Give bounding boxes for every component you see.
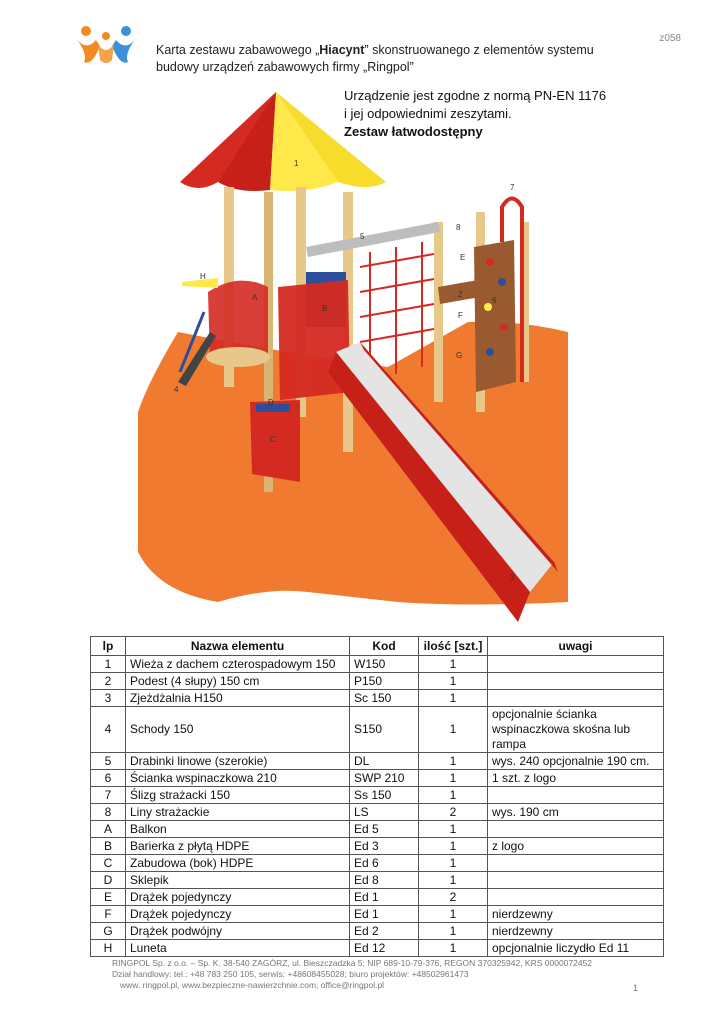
title-prefix: Karta zestawu zabawowego „ xyxy=(156,43,320,57)
cell-qty: 1 xyxy=(419,923,488,940)
cell-code: W150 xyxy=(350,656,419,673)
climbing-hold xyxy=(484,303,492,311)
norm-line2: i jej odpowiednimi zeszytami. xyxy=(344,106,512,121)
label-C: C xyxy=(270,435,276,444)
cell-name: Drążek pojedynczy xyxy=(126,889,350,906)
cell-qty: 1 xyxy=(419,855,488,872)
cell-lp: 8 xyxy=(91,804,126,821)
cell-code: Ed 3 xyxy=(350,838,419,855)
cell-lp: 4 xyxy=(91,707,126,753)
cell-code: Ed 8 xyxy=(350,872,419,889)
cell-name: Zabudowa (bok) HDPE xyxy=(126,855,350,872)
cell-code: S150 xyxy=(350,707,419,753)
table-row xyxy=(91,906,664,923)
cell-name: Ścianka wspinaczkowa 210 xyxy=(126,770,350,787)
label-2: 2 xyxy=(458,290,463,299)
label-1: 1 xyxy=(294,159,299,168)
climbing-hold xyxy=(486,258,494,266)
climbing-wall xyxy=(474,240,516,392)
cell-notes: 1 szt. z logo xyxy=(488,770,664,787)
cell-qty: 1 xyxy=(419,770,488,787)
label-5: 5 xyxy=(360,232,365,241)
cell-lp: 6 xyxy=(91,770,126,787)
norm-statement xyxy=(344,87,644,141)
cell-notes: nierdzewny xyxy=(488,906,664,923)
cell-code: P150 xyxy=(350,673,419,690)
cell-code: SWP 210 xyxy=(350,770,419,787)
table-row xyxy=(91,838,664,855)
cell-notes: nierdzewny xyxy=(488,923,664,940)
label-E: E xyxy=(460,253,466,262)
header-qty: ilość [szt.] xyxy=(419,637,488,656)
cell-notes xyxy=(488,656,664,673)
cell-lp: D xyxy=(91,872,126,889)
cell-qty: 2 xyxy=(419,804,488,821)
cell-notes: opcjonalnie liczydło Ed 11 xyxy=(488,940,664,957)
cell-name: Luneta xyxy=(126,940,350,957)
norm-line1: Urządzenie jest zgodne z normą PN-EN 1176 xyxy=(344,88,607,103)
label-A: A xyxy=(252,293,258,302)
cell-lp: G xyxy=(91,923,126,940)
cell-notes: opcjonalnie ścianka wspinaczkowa skośna lub rampa xyxy=(488,707,664,753)
table-row xyxy=(91,804,664,821)
label-F: F xyxy=(458,311,463,320)
document-title xyxy=(156,42,636,76)
table-row xyxy=(91,889,664,906)
title-suffix: ” skonstruowanego z elementów systemu xyxy=(364,43,594,57)
header-lp: lp xyxy=(91,637,126,656)
footer-line2: Dział handlowy: tel.: +48 783 250 105, serwis: +48608455028; biuro projektów: +48502961473 xyxy=(112,969,469,979)
climbing-hold xyxy=(498,278,506,286)
cell-name: Podest (4 słupy) 150 cm xyxy=(126,673,350,690)
cell-lp: A xyxy=(91,821,126,838)
label-3: 3 xyxy=(510,573,515,582)
cell-code: DL xyxy=(350,753,419,770)
norm-line3: Zestaw łatwodostępny xyxy=(344,124,483,139)
cell-code: Ed 6 xyxy=(350,855,419,872)
label-B: B xyxy=(322,304,328,313)
title-line2: budowy urządzeń zabawowych firmy „Ringpol” xyxy=(156,60,414,74)
cell-notes xyxy=(488,690,664,707)
table-header-row xyxy=(91,637,664,656)
cell-notes: wys. 190 cm xyxy=(488,804,664,821)
table-row xyxy=(91,690,664,707)
cell-lp: E xyxy=(91,889,126,906)
label-4: 4 xyxy=(174,385,179,394)
cell-name: Zjeżdżalnia H150 xyxy=(126,690,350,707)
elements-table xyxy=(90,636,664,957)
cell-notes xyxy=(488,787,664,804)
table-row xyxy=(91,855,664,872)
climbing-hold xyxy=(486,348,494,356)
monkey-bar xyxy=(306,222,440,257)
cell-notes xyxy=(488,872,664,889)
cell-qty: 2 xyxy=(419,889,488,906)
cell-qty: 1 xyxy=(419,872,488,889)
table-row xyxy=(91,821,664,838)
page-number: 1 xyxy=(633,983,639,993)
cell-name: Balkon xyxy=(126,821,350,838)
cell-name: Schody 150 xyxy=(126,707,350,753)
table-row xyxy=(91,707,664,753)
cell-notes xyxy=(488,673,664,690)
cell-code: Ed 12 xyxy=(350,940,419,957)
cell-notes xyxy=(488,855,664,872)
table-row xyxy=(91,673,664,690)
cell-qty: 1 xyxy=(419,940,488,957)
label-6: 6 xyxy=(492,296,497,305)
cell-code: LS xyxy=(350,804,419,821)
cell-notes: z logo xyxy=(488,838,664,855)
cell-qty: 1 xyxy=(419,656,488,673)
playground-illustration xyxy=(138,82,568,632)
cell-code: Ed 1 xyxy=(350,889,419,906)
cell-qty: 1 xyxy=(419,673,488,690)
cell-name: Barierka z płytą HDPE xyxy=(126,838,350,855)
table-row xyxy=(91,753,664,770)
footer-line1: RINGPOL Sp. z o.o. – Sp. K. 38-540 ZAGÓRZ, ul. Bieszczadzka 5; NIP 689-10-79-376, REGON 370325942, KRS 0000072452 xyxy=(112,958,593,968)
cell-qty: 1 xyxy=(419,838,488,855)
label-8: 8 xyxy=(456,223,461,232)
cell-name: Drabinki linowe (szerokie) xyxy=(126,753,350,770)
cell-notes xyxy=(488,821,664,838)
table-row xyxy=(91,923,664,940)
footer xyxy=(112,958,592,991)
document-code: z058 xyxy=(659,33,681,44)
cell-lp: 2 xyxy=(91,673,126,690)
cell-code: Ed 2 xyxy=(350,923,419,940)
cell-code: Sc 150 xyxy=(350,690,419,707)
cell-qty: 1 xyxy=(419,690,488,707)
climbing-hold xyxy=(500,323,508,331)
cell-lp: C xyxy=(91,855,126,872)
cell-qty: 1 xyxy=(419,787,488,804)
label-G: G xyxy=(456,351,463,360)
label-D: D xyxy=(268,398,274,407)
cell-lp: F xyxy=(91,906,126,923)
cell-notes: wys. 240 opcjonalnie 190 cm. xyxy=(488,753,664,770)
cell-name: Liny strażackie xyxy=(126,804,350,821)
table-row xyxy=(91,787,664,804)
post xyxy=(434,222,443,402)
footer-line3: www. ringpol.pl, www.bezpieczne-nawierzchnie.com; office@ringpol.pl xyxy=(120,980,385,990)
cell-lp: 7 xyxy=(91,787,126,804)
cell-lp: H xyxy=(91,940,126,957)
cell-name: Sklepik xyxy=(126,872,350,889)
table-row xyxy=(91,872,664,889)
cell-lp: 1 xyxy=(91,656,126,673)
cell-lp: 5 xyxy=(91,753,126,770)
table-row xyxy=(91,770,664,787)
header-name: Nazwa elementu xyxy=(126,637,350,656)
table-row xyxy=(91,940,664,957)
table-row xyxy=(91,656,664,673)
cell-name: Drążek podwójny xyxy=(126,923,350,940)
balcony-floor xyxy=(206,347,270,367)
cell-lp: B xyxy=(91,838,126,855)
cell-notes xyxy=(488,889,664,906)
cell-code: Ed 1 xyxy=(350,906,419,923)
header-code: Kod xyxy=(350,637,419,656)
header-notes: uwagi xyxy=(488,637,664,656)
cell-lp: 3 xyxy=(91,690,126,707)
label-H: H xyxy=(200,272,206,281)
cell-name: Drążek pojedynczy xyxy=(126,906,350,923)
table-body xyxy=(91,656,664,957)
cell-code: Ss 150 xyxy=(350,787,419,804)
cell-name: Ślizg strażacki 150 xyxy=(126,787,350,804)
cell-qty: 1 xyxy=(419,906,488,923)
title-name: Hiacynt xyxy=(319,43,365,57)
label-7: 7 xyxy=(510,183,515,192)
cell-qty: 1 xyxy=(419,821,488,838)
cell-qty: 1 xyxy=(419,753,488,770)
ringpol-logo xyxy=(72,22,140,66)
cell-name: Wieża z dachem czterospadowym 150 xyxy=(126,656,350,673)
cell-code: Ed 5 xyxy=(350,821,419,838)
cell-qty: 1 xyxy=(419,707,488,753)
